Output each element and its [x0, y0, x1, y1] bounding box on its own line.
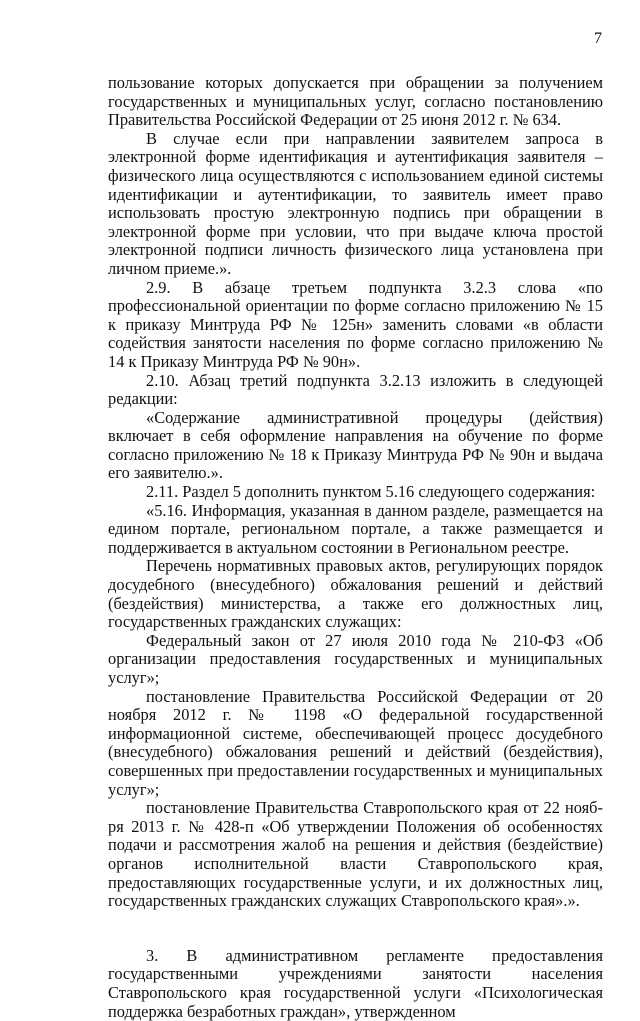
- paragraph-item-3: 3. В административном регламенте предоставления государственными учреждениями занятости населения Ставропольского края государственной услуги «Психологическая поддержка безработных граждан», утвержденном: [108, 945, 603, 1021]
- document-body: [108, 74, 603, 1021]
- page-number: 7: [594, 30, 602, 47]
- paragraph-government-decree-1198: постановление Правительства Российской Федерации от 20 ноября 2012 г. № 1198 «О федеральной государственной информационной системе, обеспечивающей процесс досудебного (внесудебного) обжалования решений и действий (бездействия), совершенных при предоставлении государственных и муниципальных услуг»;: [108, 686, 603, 799]
- paragraph-legal-acts-list: Перечень нормативных правовых актов, регулирующих порядок досудебного (внесудебного) обжалования решений и действий (бездействия) министерства, а также его должностных лиц, государственных гражданских служащих:: [108, 556, 603, 632]
- paragraph-stavropol-decree-428: постановление Правительства Ставропольского края от 22 ноября 2013 г. № 428-п «Об утверждении Положения об особенностях подачи и рассмотрения жалоб на решения и действия (бездействие) органов исполнительной власти Ставропольского края, предоставляющих государственные услуги, и их должностных лиц, государственных гражданских служащих Ставропольского края».».: [108, 798, 603, 911]
- paragraph-electronic-signature: В случае если при направлении заявителем запроса в электронной форме идентификация и аутентификация заявителя – физического лица осуществляются с использованием единой системы идентификации и аутентификации, то заявитель имеет право использовать простую электронную подпись при обращении в электронной форме при условии, что при выдаче ключа простой электронной подписи личность физического лица установлена при личном приеме.».: [108, 128, 603, 278]
- paragraph-item-2-11: 2.11. Раздел 5 дополнить пунктом 5.16 следующего содержания:: [146, 482, 596, 502]
- paragraph-continuation: пользование которых допускается при обращении за получением государственных и муниципальных услуг, согласно постановлению Правительства Российской Федерации от 25 июня 2012 г. № 634.: [108, 73, 603, 130]
- paragraph-item-5-16: «5.16. Информация, указанная в данном разделе, размещается на едином портале, региональном портале, а также размещается и поддерживается в актуальном состоянии в Региональном реестре.: [108, 500, 603, 557]
- paragraph-item-2-9: 2.9. В абзаце третьем подпункта 3.2.3 слова «по профессиональной ориентации по форме согласно приложению № 15 к приказу Минтруда РФ № 125н» заменить словами «в области содействия занятости населения по форме согласно приложению № 14 к Приказу Минтруда РФ № 90н».: [108, 277, 603, 371]
- paragraph-item-2-10: 2.10. Абзац третий подпункта 3.2.13 изложить в следующей редакции:: [108, 370, 603, 409]
- paragraph-item-2-10-text: «Содержание административной процедуры (действия) включает в себя оформление направления на обучение по форме согласно приложению № 18 к Приказу Минтруда РФ № 90н и выдача его заявителю.».: [108, 407, 603, 483]
- paragraph-federal-law-210: Федеральный закон от 27 июля 2010 года № 210-ФЗ «Об организации предоставления государственных и муниципальных услуг»;: [108, 630, 603, 687]
